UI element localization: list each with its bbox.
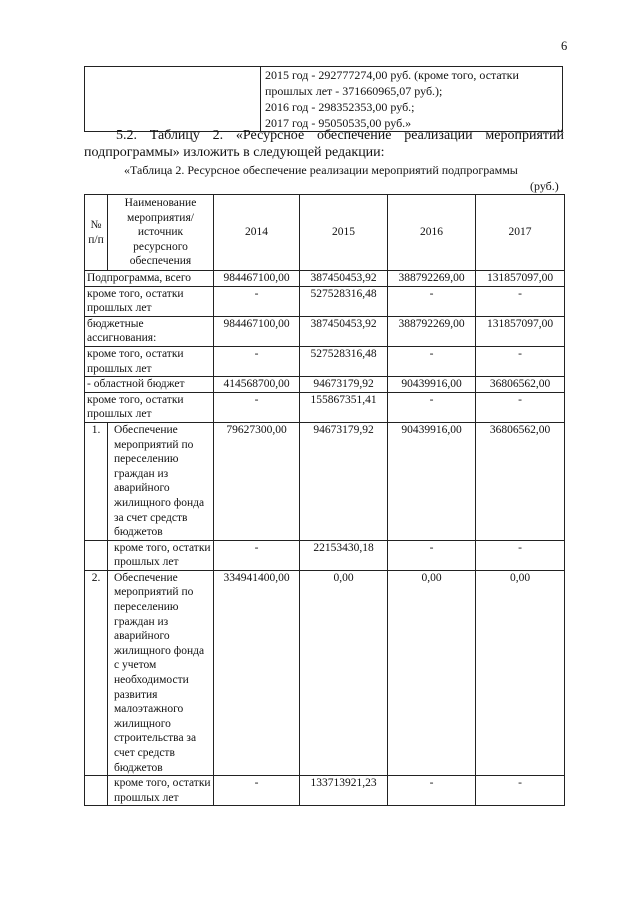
header-2014: 2014 bbox=[214, 195, 300, 271]
value-2016: - bbox=[388, 392, 476, 422]
value-2017: - bbox=[476, 392, 565, 422]
header-num: № п/п bbox=[85, 195, 108, 271]
value-2014: - bbox=[214, 392, 300, 422]
value-2016: 0,00 bbox=[388, 570, 476, 775]
row-name: Обеспечение мероприятий по переселению граждан из аварийного жилищного фонда с учетом необходимости развития малоэтажного жилищного строительства за счет средств бюджетов bbox=[108, 570, 214, 775]
table-header-row bbox=[85, 195, 565, 271]
row-name: Обеспечение мероприятий по переселению граждан из аварийного жилищного фонда за счет средств бюджетов bbox=[108, 422, 214, 540]
previous-table-fragment bbox=[84, 66, 563, 132]
row-num bbox=[85, 776, 108, 806]
table-row bbox=[85, 286, 565, 316]
value-2015: 155867351,41 bbox=[300, 392, 388, 422]
row-name: кроме того, остатки прошлых лет bbox=[108, 776, 214, 806]
row-name: кроме того, остатки прошлых лет bbox=[85, 392, 214, 422]
value-2016: 90439916,00 bbox=[388, 422, 476, 540]
value-2017: 0,00 bbox=[476, 570, 565, 775]
value-2016: 90439916,00 bbox=[388, 377, 476, 393]
row-name: кроме того, остатки прошлых лет bbox=[85, 346, 214, 376]
value-2014: 334941400,00 bbox=[214, 570, 300, 775]
value-2015: 387450453,92 bbox=[300, 316, 388, 346]
value-2017: - bbox=[476, 286, 565, 316]
row-num: 2. bbox=[85, 570, 108, 775]
header-2015: 2015 bbox=[300, 195, 388, 271]
value-2015: 0,00 bbox=[300, 570, 388, 775]
value-2017: 36806562,00 bbox=[476, 377, 565, 393]
table-caption: «Таблица 2. Ресурсное обеспечение реализации мероприятий подпрограммы bbox=[124, 163, 518, 177]
value-2014: 984467100,00 bbox=[214, 271, 300, 287]
value-2014: 79627300,00 bbox=[214, 422, 300, 540]
header-name: Наименование мероприятия/ источник ресурсного обеспечения bbox=[108, 195, 214, 271]
table-row bbox=[85, 392, 565, 422]
value-2015: 94673179,92 bbox=[300, 377, 388, 393]
table-row bbox=[85, 377, 565, 393]
value-2017: 36806562,00 bbox=[476, 422, 565, 540]
value-2015: 527528316,48 bbox=[300, 346, 388, 376]
units-label: (руб.) bbox=[530, 179, 559, 193]
row-name: кроме того, остатки прошлых лет bbox=[108, 540, 214, 570]
header-2016: 2016 bbox=[388, 195, 476, 271]
value-2016: - bbox=[388, 286, 476, 316]
funding-line: 2015 год - 292777274,00 руб. (кроме того, остатки bbox=[265, 68, 519, 82]
empty-cell bbox=[85, 67, 261, 132]
resource-table bbox=[84, 194, 565, 806]
value-2015: 22153430,18 bbox=[300, 540, 388, 570]
row-name: кроме того, остатки прошлых лет bbox=[85, 286, 214, 316]
value-2014: - bbox=[214, 286, 300, 316]
amendment-paragraph bbox=[84, 127, 564, 161]
value-2017: 131857097,00 bbox=[476, 316, 565, 346]
value-2016: 388792269,00 bbox=[388, 316, 476, 346]
value-2017: - bbox=[476, 346, 565, 376]
funding-line: прошлых лет - 371660965,07 руб.); bbox=[265, 84, 443, 98]
header-2017: 2017 bbox=[476, 195, 565, 271]
value-2014: - bbox=[214, 540, 300, 570]
page-number: 6 bbox=[561, 39, 568, 53]
value-2016: - bbox=[388, 776, 476, 806]
table-row bbox=[85, 271, 565, 287]
value-2017: - bbox=[476, 776, 565, 806]
value-2015: 94673179,92 bbox=[300, 422, 388, 540]
value-2015: 527528316,48 bbox=[300, 286, 388, 316]
row-name: бюджетные ассигнования: bbox=[85, 316, 214, 346]
value-2017: 131857097,00 bbox=[476, 271, 565, 287]
row-num: 1. bbox=[85, 422, 108, 540]
table-row bbox=[85, 316, 565, 346]
value-2014: 414568700,00 bbox=[214, 377, 300, 393]
amendment-text: 5.2. Таблицу 2. «Ресурсное обеспечение реализации мероприятий подпрограммы» изложить в следующей редакции: bbox=[84, 128, 564, 160]
table-row bbox=[85, 570, 565, 775]
value-2017: - bbox=[476, 540, 565, 570]
funding-years-cell bbox=[261, 67, 563, 132]
value-2015: 387450453,92 bbox=[300, 271, 388, 287]
table-row bbox=[85, 422, 565, 540]
value-2016: - bbox=[388, 346, 476, 376]
value-2014: - bbox=[214, 346, 300, 376]
value-2016: - bbox=[388, 540, 476, 570]
value-2014: - bbox=[214, 776, 300, 806]
funding-line: 2017 год - 95050535,00 руб.» bbox=[265, 116, 412, 130]
table-row bbox=[85, 67, 563, 132]
table-row bbox=[85, 776, 565, 806]
table-row bbox=[85, 346, 565, 376]
row-num bbox=[85, 540, 108, 570]
value-2016: 388792269,00 bbox=[388, 271, 476, 287]
value-2014: 984467100,00 bbox=[214, 316, 300, 346]
row-name: Подпрограмма, всего bbox=[85, 271, 214, 287]
table-row bbox=[85, 540, 565, 570]
value-2015: 133713921,23 bbox=[300, 776, 388, 806]
row-name: - областной бюджет bbox=[85, 377, 214, 393]
funding-line: 2016 год - 298352353,00 руб.; bbox=[265, 100, 415, 114]
